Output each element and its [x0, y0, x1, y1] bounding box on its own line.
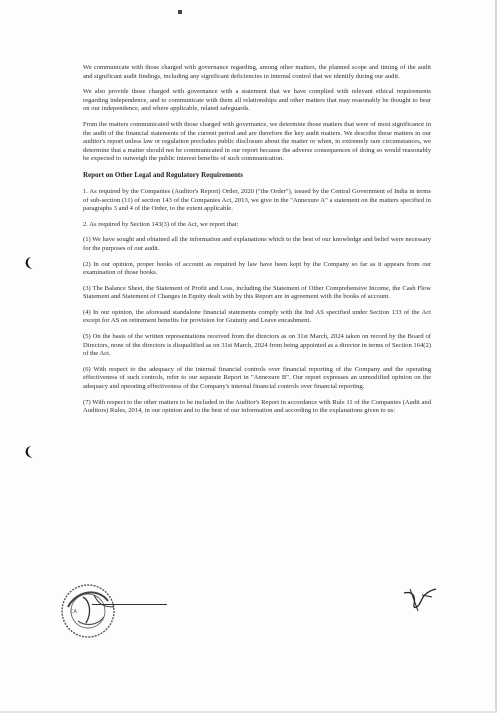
paragraph-caro-order: 1. As required by the Companies (Auditor's Report) Order, 2020 ("the Order"), issued by the Central Government of India in terms of sub-section (11) of section 143 of the Companies Act, 2013, we give in the "Annexure A" a statement on the matters specified in paragraphs 3 and 4 of the Order, to the extent applicable.: [83, 187, 431, 213]
paragraph-item-6: (6) With respect to the adequacy of the internal financial controls over financial reporting of the Company and the operating effectiveness of such controls, refer to our separate Report in "Annexure B". Our report expresses an unmodified opinion on the adequacy and operating effectiveness of the Company's internal financial controls over financial reporting.: [83, 365, 431, 391]
document-body: [83, 64, 431, 423]
signature-line: [92, 604, 167, 605]
paragraph-key-audit-matters: From the matters communicated with those charged with governance, we determine those matters that were of most significance in the audit of the financial statements of the current period and are therefore the key audit matters. We describe these matters in our auditor's report unless law or regulation precludes public disclosure about the matter or when, in extremely rare circumstances, we determine that a matter should not be communicated in our report because the adverse consequences of doing so would reasonably be expected to outweigh the public interest benefits of such communication.: [83, 120, 431, 163]
margin-annotation-mark-1: [20, 255, 36, 271]
paragraph-item-1: (1) We have sought and obtained all the information and explanations which to the best of our knowledge and belief were necessary for the purposes of our audit.: [83, 236, 431, 252]
margin-annotation-mark-2: [20, 444, 36, 460]
paragraph-communication: We communicate with those charged with governance regarding, among other matters, the planned scope and timing of the audit and significant audit findings, including any significant deficiencies in internal control that we identify during our audit.: [83, 64, 431, 80]
section-heading: Report on Other Legal and Regulatory Requirements: [83, 170, 243, 179]
paragraph-item-5: (5) On the basis of the written representations received from the directors as on 31st March, 2024 taken on record by the Board of Directors, none of the directors is disqualified as on 31st March, 2024 from being appointed as a director in terms of Section 164(2) of the Act.: [83, 333, 431, 358]
paragraph-item-4: (4) In our opinion, the aforesaid standalone financial statements comply with the Ind AS specified under Section 133 of the Act except for AS on retirement benefits for provision for Gratuity and Leave encashment.: [83, 308, 431, 325]
paragraph-independence: We also provide those charged with governance with a statement that we have complied with relevant ethical requirements regarding independence, and to communicate with them all relationships and other matters that may reasonably be thought to bear on our independence, and where applicable, related safeguards.: [83, 88, 431, 113]
scan-speck: [178, 10, 182, 14]
paragraph-section-143: 2. As required by Section 143(3) of the Act, we report that:: [83, 220, 239, 228]
firm-seal-stamp: [58, 577, 136, 647]
paragraph-item-7: (7) With respect to the other matters to be included in the Auditor's Report in accordance with Rule 11 of the Companies (Audit and Auditors) Rules, 2014, in our opinion and to the best of our information and according to the explanations given to us:: [83, 398, 431, 415]
auditor-signature: [402, 585, 438, 613]
paragraph-item-3: (3) The Balance Sheet, the Statement of Profit and Loss, including the Statement of Other Comprehensive Income, the Cash Flow Statement and Statement of Changes in Equity dealt with by this Report are in agreement with the books of account.: [83, 284, 431, 301]
paragraph-item-2: (2) In our opinion, proper books of account as required by law have been kept by the Company so far as it appears from our examination of those books.: [83, 260, 431, 277]
svg-text:CA: CA: [70, 609, 77, 615]
